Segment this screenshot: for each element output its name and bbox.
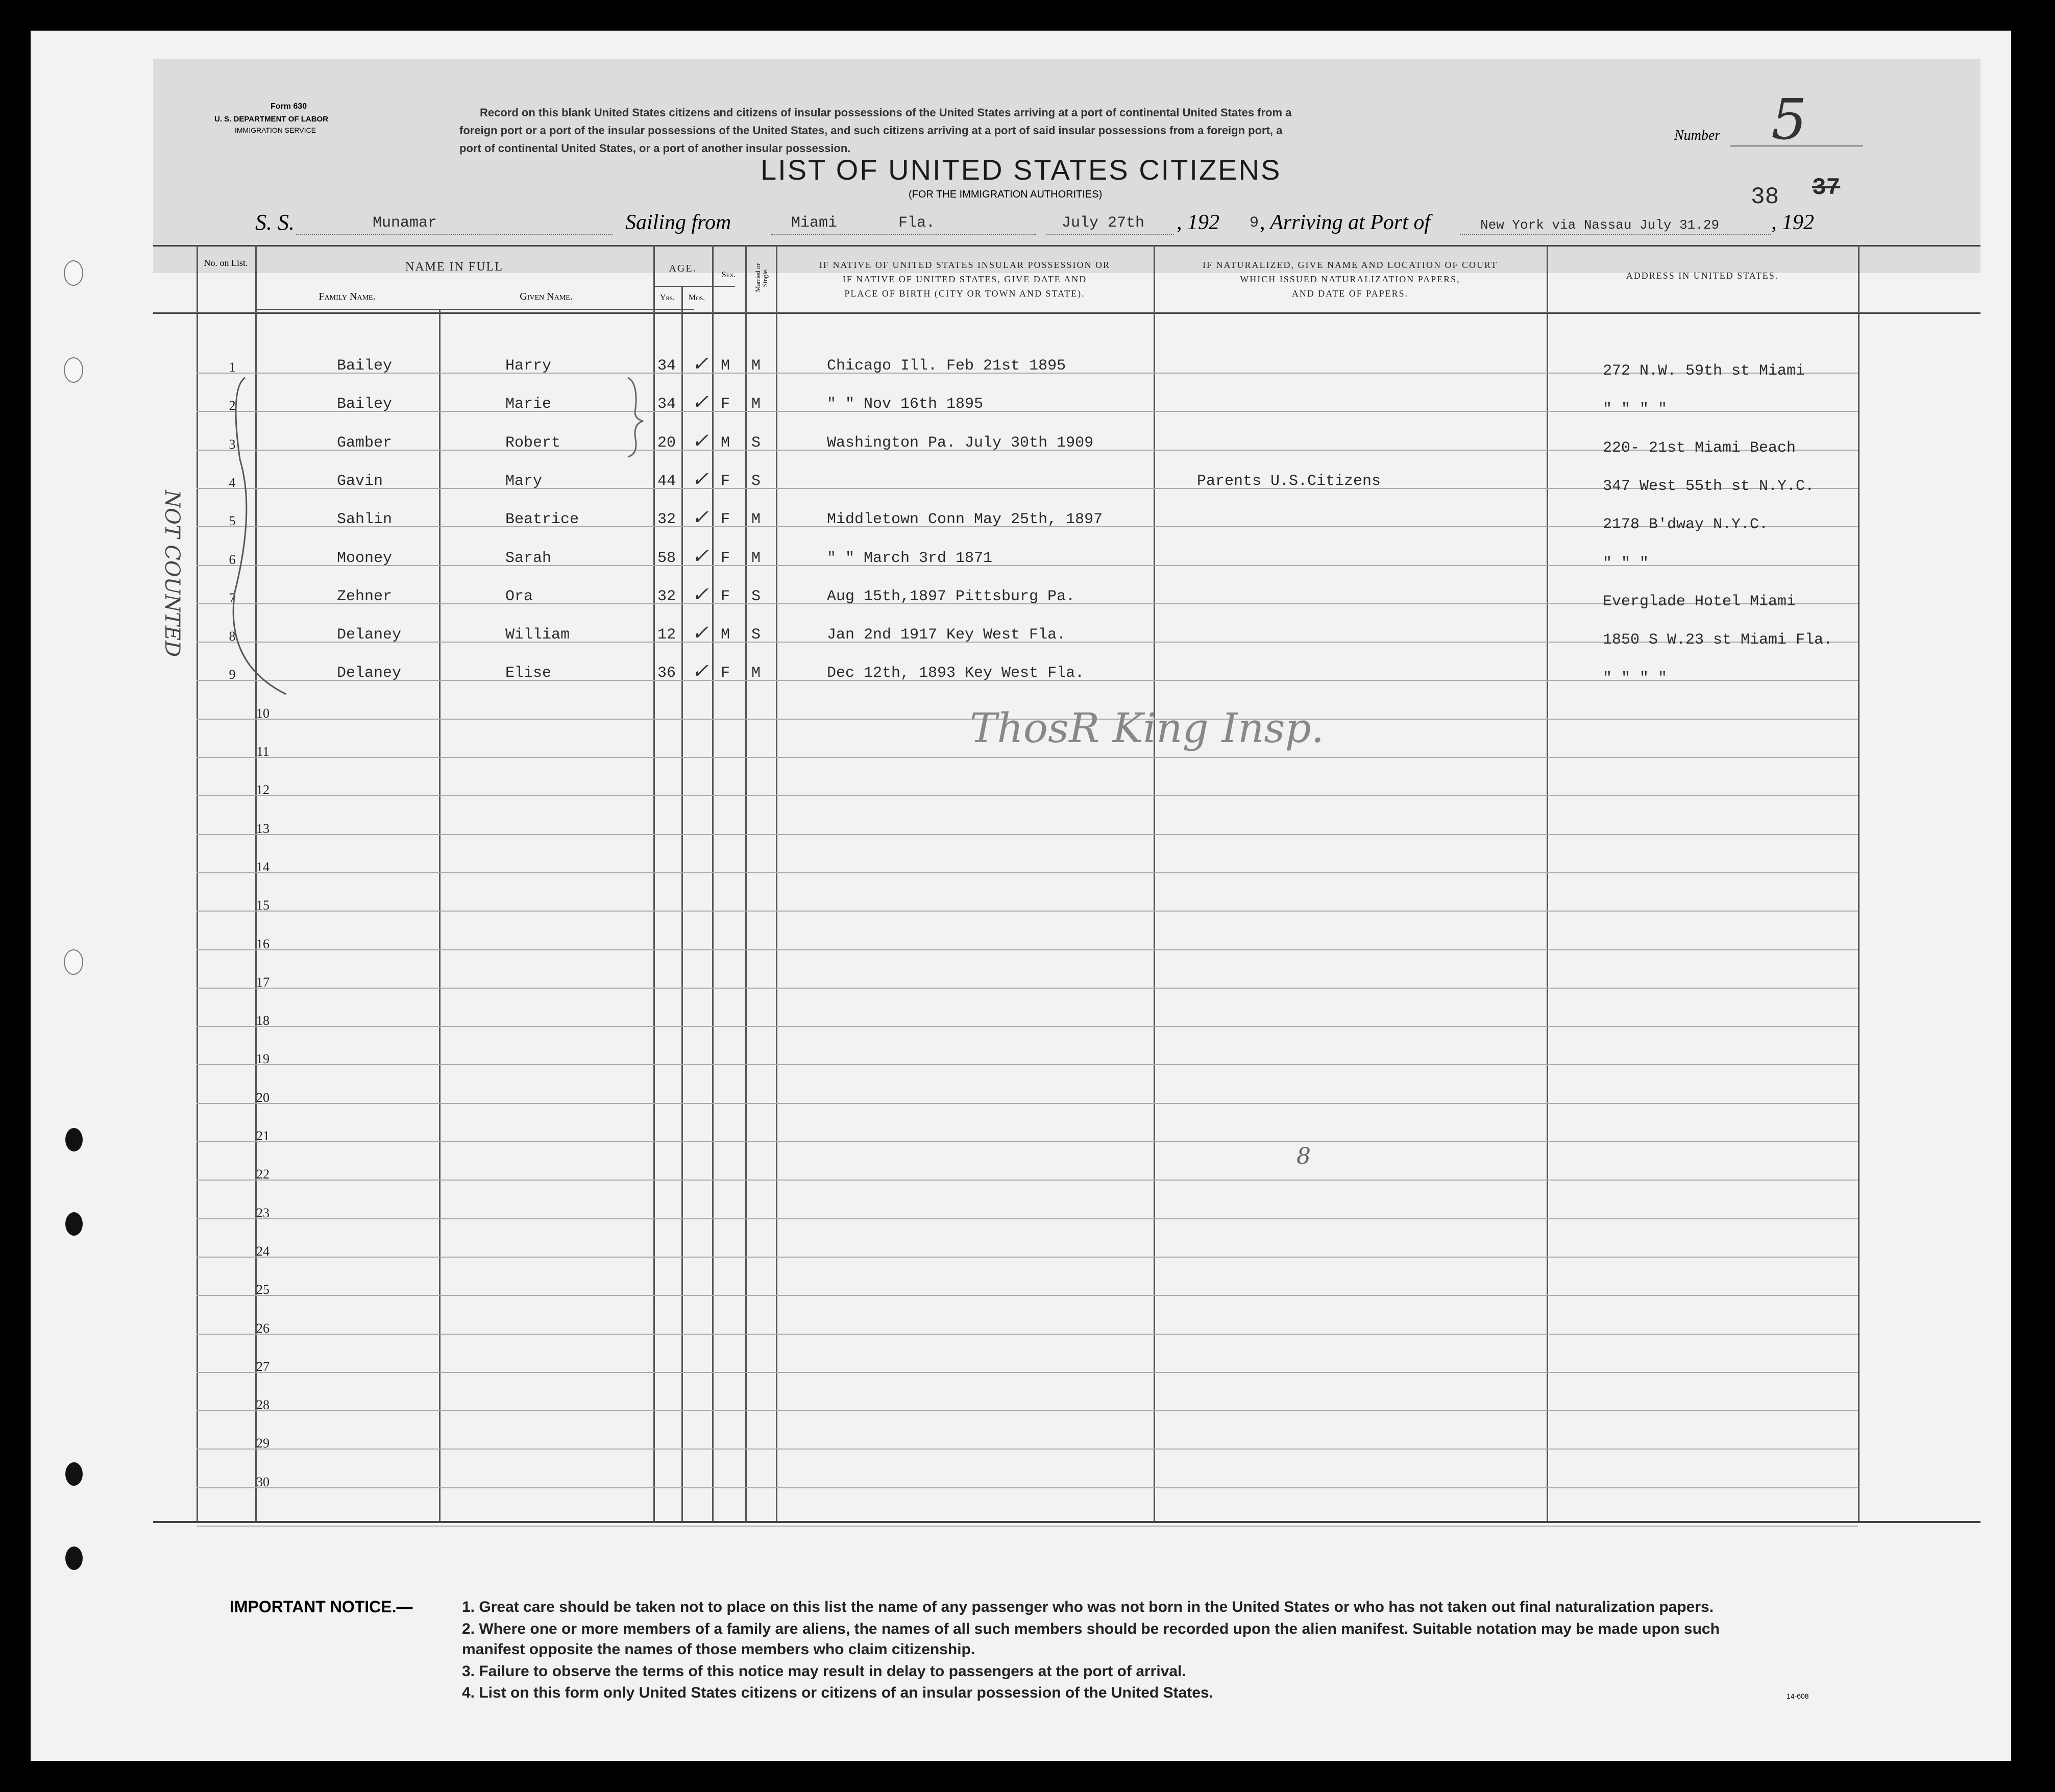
cell-address: 347 West 55th st N.Y.C. bbox=[1603, 477, 1815, 495]
cell-address: " " " bbox=[1603, 554, 1649, 572]
cell-yrs: 44 bbox=[657, 472, 676, 490]
page-number-a: 38 bbox=[1751, 184, 1779, 210]
header-age: AGE. bbox=[669, 263, 697, 274]
ruled-line bbox=[197, 1026, 1858, 1027]
empty-row-number: 12 bbox=[256, 782, 270, 798]
empty-row-number: 23 bbox=[256, 1205, 270, 1220]
form-number: Form 630 bbox=[271, 102, 307, 111]
date-underline bbox=[1046, 234, 1174, 235]
name-subheader-line bbox=[255, 309, 694, 310]
header-birth-line-2: IF NATIVE OF UNITED STATES, GIVE DATE AND bbox=[842, 274, 1087, 284]
cell-ms: M bbox=[751, 549, 761, 567]
instruction-line-3: port of continental United States, or a port of another insular possession. bbox=[459, 142, 851, 155]
col-divider bbox=[197, 245, 198, 1521]
empty-row-number: 10 bbox=[256, 705, 270, 721]
number-value: 5 bbox=[1771, 87, 1807, 152]
header-given-name: Given Name. bbox=[520, 291, 573, 302]
cell-family: Zehner bbox=[337, 587, 393, 605]
empty-row-number: 20 bbox=[256, 1090, 270, 1105]
cell-family: Bailey bbox=[337, 357, 393, 375]
cell-ms: M bbox=[751, 665, 761, 682]
check-mark-icon: ✓ bbox=[692, 544, 709, 568]
binder-hole bbox=[65, 1212, 83, 1236]
header-naturalized bbox=[1154, 258, 1547, 301]
from-underline bbox=[771, 234, 1036, 235]
cell-family: Gamber bbox=[337, 434, 393, 452]
cell-birth: " " Nov 16th 1895 bbox=[827, 396, 984, 413]
cell-no: 8 bbox=[229, 629, 236, 644]
empty-row-number: 29 bbox=[256, 1436, 270, 1451]
department-line: U. S. DEPARTMENT OF LABOR bbox=[214, 115, 329, 124]
cell-yrs: 12 bbox=[657, 626, 676, 644]
ruled-line bbox=[197, 1410, 1858, 1411]
empty-row-number: 25 bbox=[256, 1282, 270, 1297]
binder-hole bbox=[65, 1128, 83, 1151]
from-state: Fla. bbox=[898, 214, 936, 232]
col-divider bbox=[745, 245, 747, 1521]
cell-no: 3 bbox=[229, 436, 236, 452]
empty-row-number: 24 bbox=[256, 1243, 270, 1259]
header-married-single: Married or Single. bbox=[754, 263, 769, 292]
header-no-on-list: No. on List. bbox=[204, 258, 248, 268]
document-page bbox=[31, 31, 2011, 1761]
check-mark-icon: ✓ bbox=[692, 390, 709, 414]
form-code: 14-608 bbox=[1787, 1692, 1809, 1700]
cell-birth: Jan 2nd 1917 Key West Fla. bbox=[827, 626, 1066, 644]
service-line: IMMIGRATION SERVICE bbox=[235, 126, 316, 134]
cell-no: 1 bbox=[229, 360, 236, 375]
cell-sex: F bbox=[721, 396, 730, 413]
cell-yrs: 34 bbox=[657, 357, 676, 375]
cell-yrs: 58 bbox=[657, 549, 676, 567]
cell-sex: F bbox=[721, 587, 730, 605]
ss-label: S. S. bbox=[255, 210, 295, 235]
page-subtitle: (FOR THE IMMIGRATION AUTHORITIES) bbox=[909, 189, 1103, 200]
col-divider bbox=[712, 245, 714, 1521]
empty-row-number: 16 bbox=[256, 936, 270, 951]
cell-address: Everglade Hotel Miami bbox=[1603, 593, 1796, 610]
ruled-line bbox=[197, 1487, 1858, 1488]
bracket-annotation bbox=[225, 357, 296, 704]
brace-annotation bbox=[623, 373, 653, 459]
binder-hole bbox=[64, 260, 83, 286]
header-birth bbox=[776, 258, 1154, 301]
ruled-line bbox=[197, 834, 1858, 835]
empty-row-number: 14 bbox=[256, 859, 270, 874]
ruled-line bbox=[197, 1218, 1858, 1219]
cell-given: Ora bbox=[505, 587, 533, 605]
check-mark-icon: ✓ bbox=[692, 659, 709, 683]
ruled-line bbox=[197, 1064, 1858, 1065]
cell-yrs: 32 bbox=[657, 587, 676, 605]
cell-ms: M bbox=[751, 511, 761, 529]
notice-item-3: 3. Failure to observe the terms of this notice may result in delay to passengers at the port of arrival. bbox=[462, 1663, 1186, 1680]
empty-row-number: 26 bbox=[256, 1320, 270, 1336]
ruled-line bbox=[197, 949, 1858, 950]
cell-ms: M bbox=[751, 357, 761, 375]
ruled-line bbox=[197, 1372, 1858, 1373]
header-family-name: Family Name. bbox=[319, 291, 376, 302]
stray-mark: 8 bbox=[1296, 1143, 1311, 1169]
ruled-line bbox=[197, 1449, 1858, 1450]
cell-address: 2178 B'dway N.Y.C. bbox=[1603, 516, 1769, 534]
cell-birth: Aug 15th,1897 Pittsburg Pa. bbox=[827, 587, 1075, 605]
check-mark-icon: ✓ bbox=[692, 506, 709, 530]
cell-family: Gavin bbox=[337, 472, 383, 490]
binder-hole bbox=[65, 1546, 83, 1570]
header-nat-line-2: WHICH ISSUED NATURALIZATION PAPERS, bbox=[1240, 274, 1460, 284]
col-divider bbox=[681, 286, 683, 1521]
cell-family: Bailey bbox=[337, 396, 393, 413]
cell-given: Robert bbox=[505, 434, 561, 452]
table-top-border bbox=[153, 245, 1980, 247]
cell-sex: M bbox=[721, 434, 730, 452]
not-counted-annotation: NOT COUNTED bbox=[160, 490, 184, 657]
header-address: ADDRESS IN UNITED STATES. bbox=[1626, 271, 1779, 281]
page-number-b: 37 bbox=[1812, 175, 1841, 201]
cell-family: Mooney bbox=[337, 549, 393, 567]
cell-no: 4 bbox=[229, 475, 236, 490]
empty-row-number: 22 bbox=[256, 1167, 270, 1182]
ruled-line bbox=[197, 911, 1858, 912]
notice-item-1: 1. Great care should be taken not to place on this list the name of any passenger who was not born in the United States or who has not taken out final naturalization papers. bbox=[462, 1599, 1714, 1615]
col-divider bbox=[653, 245, 655, 1521]
table-bottom-border bbox=[153, 1521, 1980, 1523]
notice-item-4: 4. List on this form only United States citizens or citizens of an insular possession of the United States. bbox=[462, 1684, 1213, 1701]
cell-no: 6 bbox=[229, 552, 236, 567]
cell-birth: Middletown Conn May 25th, 1897 bbox=[827, 511, 1103, 529]
col-divider bbox=[1858, 245, 1860, 1521]
year-digit: 9 bbox=[1250, 214, 1259, 232]
notice-heading: IMPORTANT NOTICE.— bbox=[230, 1598, 413, 1616]
cell-address: 220- 21st Miami Beach bbox=[1603, 439, 1796, 457]
check-mark-icon: ✓ bbox=[692, 621, 709, 645]
cell-birth: Chicago Ill. Feb 21st 1895 bbox=[827, 357, 1066, 375]
cell-birth: Dec 12th, 1893 Key West Fla. bbox=[827, 665, 1085, 682]
page-title: LIST OF UNITED STATES CITIZENS bbox=[761, 154, 1282, 186]
instruction-line-1: Record on this blank United States citizens and citizens of insular possessions of the United States arriving at a port of continental United States from a bbox=[480, 106, 1292, 119]
cell-family: Sahlin bbox=[337, 511, 393, 529]
empty-row-number: 18 bbox=[256, 1013, 270, 1028]
arrival-port: New York via Nassau July 31.29 bbox=[1480, 217, 1720, 233]
cell-ms: S bbox=[751, 587, 761, 605]
cell-address: 272 N.W. 59th st Miami bbox=[1603, 362, 1805, 380]
empty-row-number: 27 bbox=[256, 1359, 270, 1374]
ship-underline bbox=[296, 234, 613, 235]
ruled-line bbox=[197, 1526, 1858, 1527]
cell-given: Beatrice bbox=[505, 511, 579, 529]
empty-row-number: 28 bbox=[256, 1397, 270, 1413]
header-yrs: Yrs. bbox=[659, 293, 675, 302]
header-sex: Sex. bbox=[721, 271, 736, 279]
empty-row-number: 30 bbox=[256, 1474, 270, 1489]
check-mark-icon: ✓ bbox=[692, 582, 709, 606]
number-label: Number bbox=[1674, 128, 1721, 143]
cell-given: Harry bbox=[505, 357, 552, 375]
cell-ms: S bbox=[751, 626, 761, 644]
cell-no: 7 bbox=[229, 590, 236, 605]
sailing-label: Sailing from bbox=[625, 211, 731, 234]
cell-family: Delaney bbox=[337, 626, 402, 644]
ruled-line bbox=[197, 1141, 1858, 1142]
cell-birth: Washington Pa. July 30th 1909 bbox=[827, 434, 1094, 452]
header-nat-line-1: IF NATURALIZED, GIVE NAME AND LOCATION OF COURT bbox=[1203, 260, 1498, 270]
cell-sex: F bbox=[721, 511, 730, 529]
cell-ms: M bbox=[751, 396, 761, 413]
cell-no: 5 bbox=[229, 513, 236, 529]
table-header-bottom bbox=[153, 312, 1980, 314]
cell-given: Elise bbox=[505, 665, 552, 682]
check-mark-icon: ✓ bbox=[692, 429, 709, 453]
instruction-line-2: foreign port or a port of the insular possessions of the United States, and such citizens arriving at a port of said insular possessions from a foreign port, a bbox=[459, 124, 1283, 137]
col-divider bbox=[776, 245, 777, 1521]
cell-yrs: 32 bbox=[657, 511, 676, 529]
empty-row-number: 11 bbox=[256, 744, 270, 759]
cell-ms: S bbox=[751, 434, 761, 452]
cell-nat: Parents U.S.Citizens bbox=[1197, 472, 1381, 490]
check-mark-icon: ✓ bbox=[692, 352, 709, 376]
cell-given: Mary bbox=[505, 472, 543, 490]
cell-address: " " " " bbox=[1603, 401, 1668, 419]
cell-sex: M bbox=[721, 626, 730, 644]
ruled-line bbox=[197, 1257, 1858, 1258]
cell-no: 2 bbox=[229, 398, 236, 413]
from-city: Miami bbox=[791, 214, 838, 232]
ruled-line bbox=[197, 1103, 1858, 1104]
cell-address: 1850 S W.23 st Miami Fla. bbox=[1603, 631, 1833, 649]
cell-ms: S bbox=[751, 472, 761, 490]
cell-given: Marie bbox=[505, 396, 552, 413]
cell-sex: M bbox=[721, 357, 730, 375]
year-suffix: , 192 bbox=[1771, 211, 1814, 234]
header-birth-line-1: IF NATIVE OF UNITED STATES INSULAR POSSESSION OR bbox=[819, 260, 1111, 270]
header-nat-line-3: AND DATE OF PAPERS. bbox=[1291, 288, 1409, 299]
col-divider bbox=[439, 309, 441, 1521]
cell-yrs: 20 bbox=[657, 434, 676, 452]
notice-item-2: 2. Where one or more members of a family are aliens, the names of all such members should be recorded upon the alien manifest. Suitable notation may be made upon such bbox=[462, 1621, 1720, 1637]
empty-row-number: 13 bbox=[256, 821, 270, 836]
ruled-line bbox=[197, 988, 1858, 989]
cell-given: William bbox=[505, 626, 570, 644]
binder-hole bbox=[64, 357, 83, 383]
header-name-in-full: NAME IN FULL bbox=[405, 260, 503, 274]
header-mos: Mos. bbox=[688, 293, 705, 302]
ruled-line bbox=[197, 872, 1858, 873]
cell-yrs: 34 bbox=[657, 396, 676, 413]
ruled-line bbox=[197, 795, 1858, 796]
cell-family: Delaney bbox=[337, 665, 402, 682]
ruled-line bbox=[197, 1295, 1858, 1296]
cell-yrs: 36 bbox=[657, 665, 676, 682]
cell-birth: " " March 3rd 1871 bbox=[827, 549, 993, 567]
cell-sex: F bbox=[721, 472, 730, 490]
sailing-date: July 27th bbox=[1062, 214, 1145, 232]
ruled-line bbox=[197, 1180, 1858, 1181]
col-divider bbox=[1154, 245, 1155, 1521]
notice-item-2-cont: manifest opposite the names of those members who claim citizenship. bbox=[462, 1641, 975, 1658]
cell-sex: F bbox=[721, 665, 730, 682]
cell-given: Sarah bbox=[505, 549, 552, 567]
cell-no: 9 bbox=[229, 667, 236, 682]
empty-row-number: 19 bbox=[256, 1051, 270, 1067]
col-divider bbox=[1547, 245, 1548, 1521]
inspector-signature: ThosR King Insp. bbox=[970, 704, 1325, 752]
header-birth-line-3: PLACE OF BIRTH (CITY OR TOWN AND STATE). bbox=[844, 288, 1085, 299]
binder-hole bbox=[65, 1462, 83, 1486]
year-prefix: , 192 bbox=[1177, 211, 1219, 234]
binder-hole bbox=[64, 949, 83, 975]
empty-row-number: 21 bbox=[256, 1128, 270, 1143]
empty-row-number: 15 bbox=[256, 898, 270, 913]
age-subheader-line bbox=[653, 286, 735, 287]
arriving-label: , Arriving at Port of bbox=[1260, 211, 1431, 234]
empty-row-number: 17 bbox=[256, 974, 270, 990]
ruled-line bbox=[197, 1334, 1858, 1335]
cell-sex: F bbox=[721, 549, 730, 567]
check-mark-icon: ✓ bbox=[692, 467, 709, 491]
arrival-underline bbox=[1460, 234, 1771, 235]
cell-address: " " " " bbox=[1603, 670, 1668, 688]
ruled-line bbox=[197, 757, 1858, 758]
ship-name: Munamar bbox=[373, 214, 437, 232]
